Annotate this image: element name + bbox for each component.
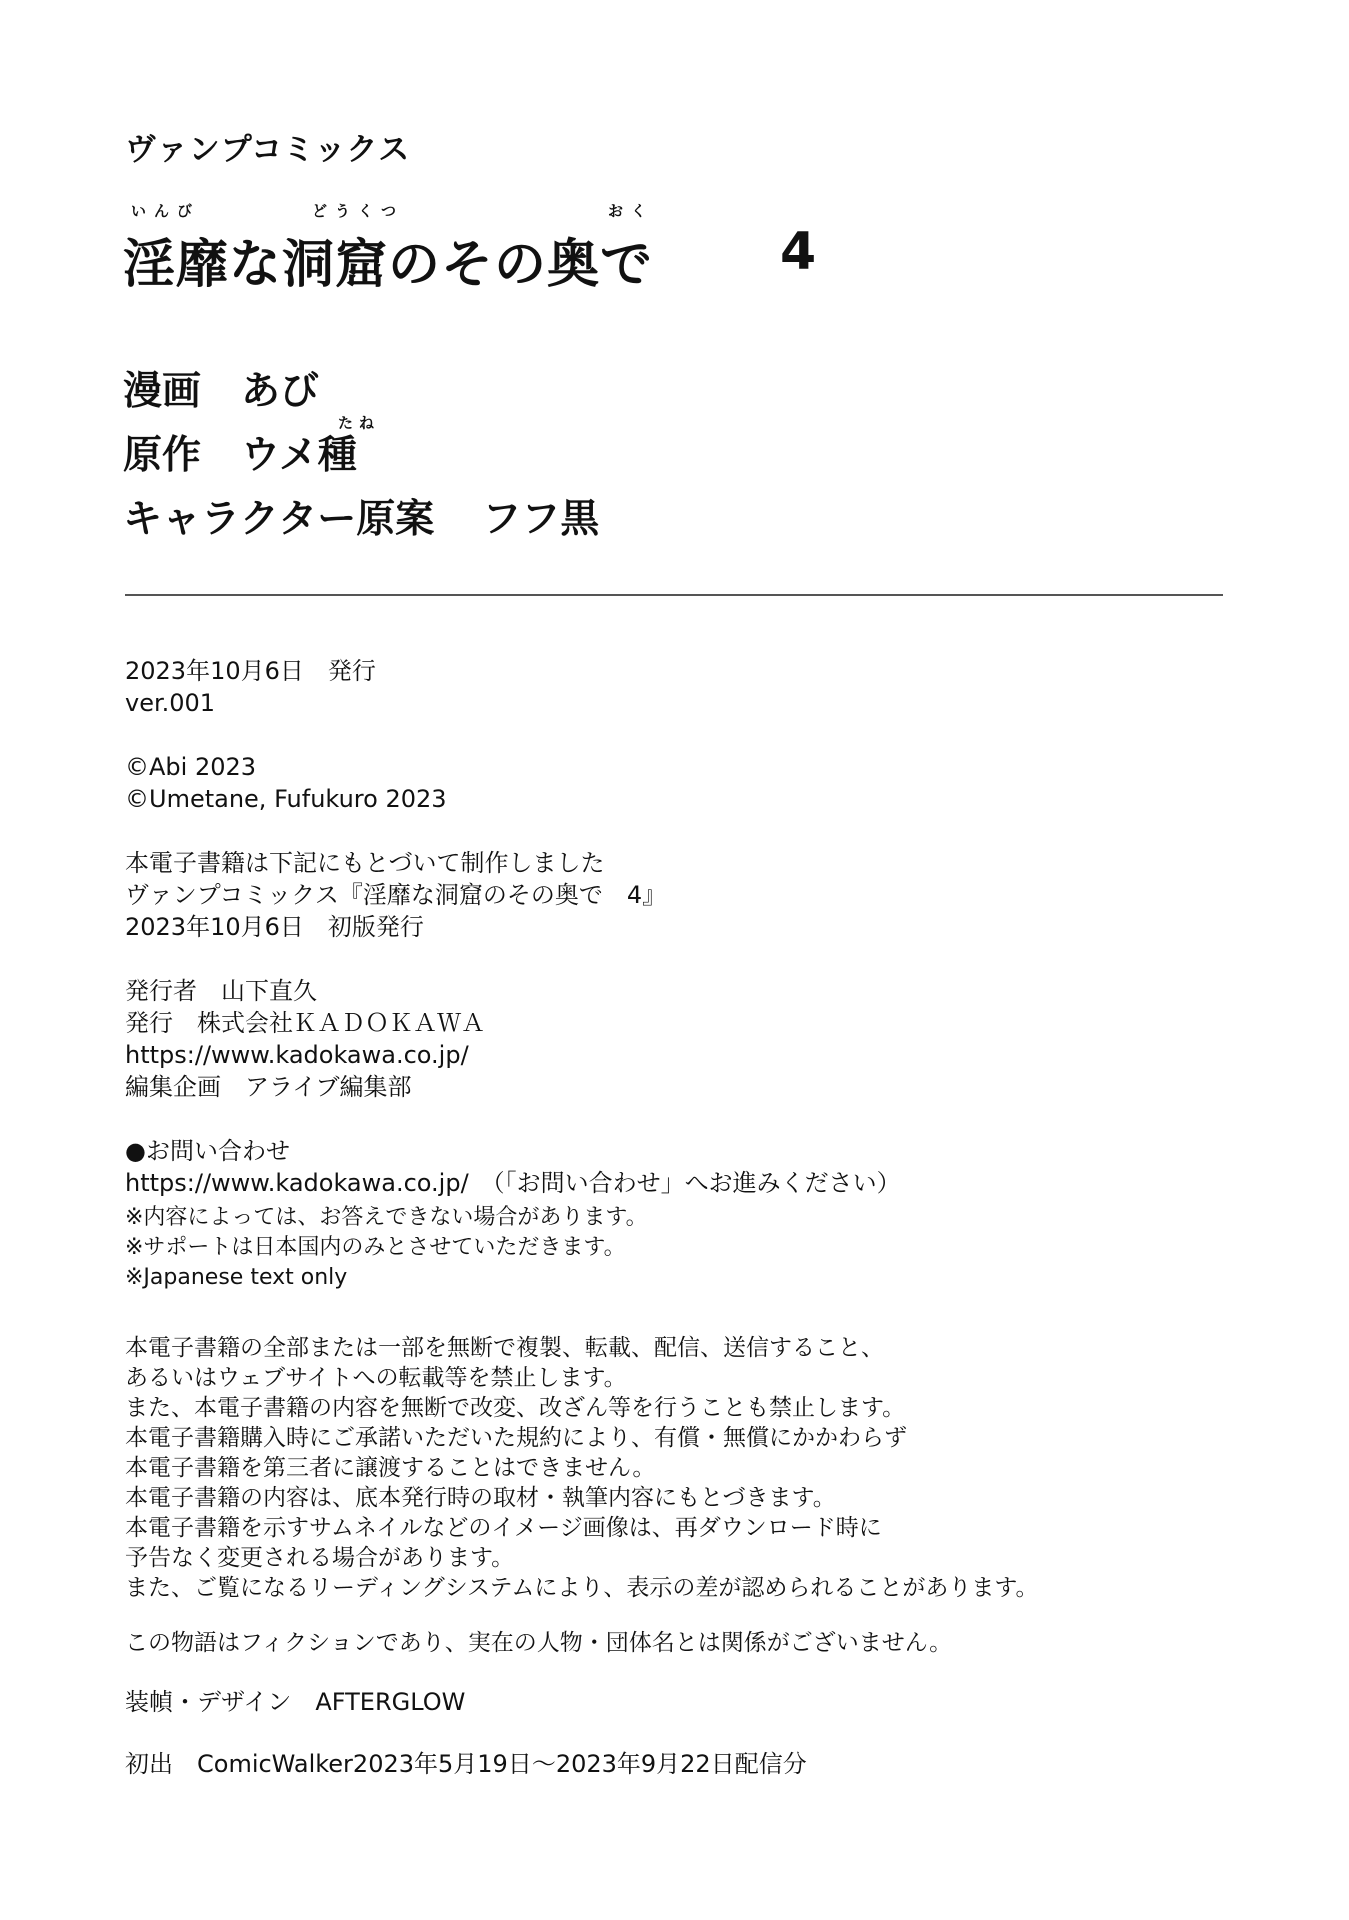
publication-block [125, 655, 1225, 719]
book-title: 淫靡な洞窟のその奥で [123, 235, 654, 295]
imprint-label: ヴァンプコミックス [125, 132, 411, 168]
design-credit-text: 装幀・デザイン AFTERGLOW [125, 1688, 466, 1716]
contact-block [125, 1135, 1225, 1293]
contact-note: ※内容によっては、お答えできない場合があります。 [125, 1205, 648, 1230]
version: ver.001 [125, 689, 216, 717]
credit-role: キャラクター原案 [123, 497, 435, 542]
credit-role: 漫画 [123, 369, 202, 414]
design-credit [125, 1686, 1225, 1718]
publisher-block [125, 975, 1225, 1103]
volume-number: 4 [780, 222, 817, 282]
title-ruby-inbi: いんび [131, 202, 201, 220]
fiction-notice-text: この物語はフィクションであり、実在の人物・団体名とは関係がございません。 [125, 1630, 953, 1656]
legal-line: また、ご覧になるリーディングシステムにより、表示の差が認められることがあります。 [125, 1575, 1039, 1601]
source-block [125, 847, 1225, 943]
credit-manga [123, 360, 319, 416]
credit-name: あび [241, 369, 320, 414]
contact-heading: ●お問い合わせ [125, 1137, 290, 1165]
title-ruby-doukutsu: どうくつ [312, 202, 405, 220]
legal-block [125, 1333, 1225, 1603]
source-line: 2023年10月6日 初版発行 [125, 913, 424, 941]
contact-url: https://www.kadokawa.co.jp/ （「お問い合わせ」へお進みください） [125, 1169, 901, 1197]
legal-line: 本電子書籍購入時にご承諾いただいた規約により、有償・無償にかかわらず [125, 1425, 907, 1451]
contact-note: ※Japanese text only [125, 1265, 348, 1290]
credit-name: ウメ種 [241, 433, 357, 478]
credit-character-design [123, 488, 599, 544]
credit-original [123, 424, 357, 480]
publisher-line: 発行 株式会社ＫＡＤＯＫＡＷＡ [125, 1009, 485, 1037]
legal-line: 予告なく変更される場合があります。 [125, 1545, 515, 1571]
copyright-block [125, 751, 1225, 815]
source-line: ヴァンプコミックス『淫靡な洞窟のその奥で 4』 [125, 881, 667, 909]
first-appearance [125, 1748, 1225, 1780]
legal-line: 本電子書籍を第三者に譲渡することはできません。 [125, 1455, 656, 1481]
author-name-ruby: たね [338, 414, 381, 432]
publisher-line: 編集企画 アライブ編集部 [125, 1073, 412, 1101]
legal-line: あるいはウェブサイトへの転載等を禁止します。 [125, 1365, 627, 1391]
publisher-url: https://www.kadokawa.co.jp/ [125, 1041, 469, 1069]
legal-line: 本電子書籍の内容は、底本発行時の取材・執筆内容にもとづきます。 [125, 1485, 836, 1511]
publisher-line: 発行者 山下直久 [125, 977, 317, 1005]
fiction-notice [125, 1628, 1225, 1658]
copyright-line: ©Umetane, Fufukuro 2023 [125, 785, 447, 813]
legal-line: また、本電子書籍の内容を無断で改変、改ざん等を行うことも禁止します。 [125, 1395, 906, 1421]
divider [125, 594, 1223, 596]
credit-name: フフ黒 [482, 497, 600, 542]
title-ruby-oku: おく [608, 202, 655, 220]
source-line: 本電子書籍は下記にもとづいて制作しました [125, 849, 605, 877]
first-appearance-text: 初出 ComicWalker2023年5月19日～2023年9月22日配信分 [125, 1750, 807, 1778]
contact-note: ※サポートは日本国内のみとさせていただきます。 [125, 1235, 626, 1260]
publication-date: 2023年10月6日 発行 [125, 657, 376, 685]
legal-line: 本電子書籍を示すサムネイルなどのイメージ画像は、再ダウンロード時に [125, 1515, 882, 1541]
legal-line: 本電子書籍の全部または一部を無断で複製、転載、配信、送信すること、 [125, 1335, 884, 1361]
credit-role: 原作 [123, 433, 202, 478]
copyright-line: ©Abi 2023 [125, 753, 257, 781]
